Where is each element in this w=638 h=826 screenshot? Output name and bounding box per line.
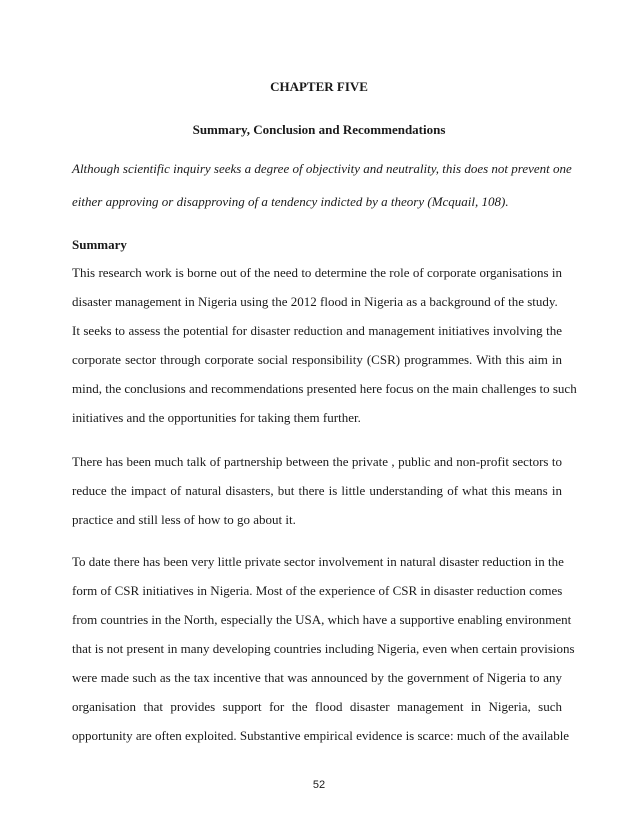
paragraph-line: There has been much talk of partnership between the private , public and non-profit sectors to: [72, 454, 562, 469]
paragraph-line: opportunity are often exploited. Substantive empirical evidence is scarce: much of the available: [72, 728, 570, 743]
page-number: 52: [312, 779, 326, 791]
chapter-title: CHAPTER FIVE: [270, 79, 368, 94]
paragraph-line: corporate sector through corporate social responsibility (CSR) programmes. With this aim in: [72, 352, 562, 367]
epigraph-line: Although scientific inquiry seeks a degree of objectivity and neutrality, this does not prevent one: [72, 161, 572, 176]
paragraph-line: mind, the conclusions and recommendations presented here focus on the main challenges to such: [72, 381, 577, 396]
paragraph-line: organisation that provides support for the flood disaster management in Nigeria, such: [72, 699, 562, 714]
paragraph-line: from countries in the North, especially the USA, which have a supportive enabling environment: [72, 612, 572, 627]
paragraph-line: initiatives and the opportunities for taking them further.: [72, 410, 361, 425]
paragraph-line: To date there has been very little private sector involvement in natural disaster reduction in the: [72, 554, 564, 569]
section-title: Summary, Conclusion and Recommendations: [192, 122, 446, 137]
paragraph-line: It seeks to assess the potential for disaster reduction and management initiatives involving the: [72, 323, 562, 338]
paragraph-line: practice and still less of how to go about it.: [72, 512, 296, 527]
paragraph-line: reduce the impact of natural disasters, but there is little understanding of what this means in: [72, 483, 562, 498]
paragraph-line: disaster management in Nigeria using the 2012 flood in Nigeria as a background of the study.: [72, 294, 558, 309]
summary-heading: Summary: [72, 237, 127, 252]
epigraph-line: either approving or disapproving of a tendency indicted by a theory (Mcquail, 108).: [72, 194, 509, 209]
paragraph-line: form of CSR initiatives in Nigeria. Most of the experience of CSR in disaster reduction comes: [72, 583, 563, 598]
paragraph-line: were made such as the tax incentive that was announced by the government of Nigeria to any: [72, 670, 562, 685]
paragraph-line: that is not present in many developing countries including Nigeria, even when certain provisions: [72, 641, 575, 656]
paragraph-line: This research work is borne out of the need to determine the role of corporate organisations in: [72, 265, 562, 280]
